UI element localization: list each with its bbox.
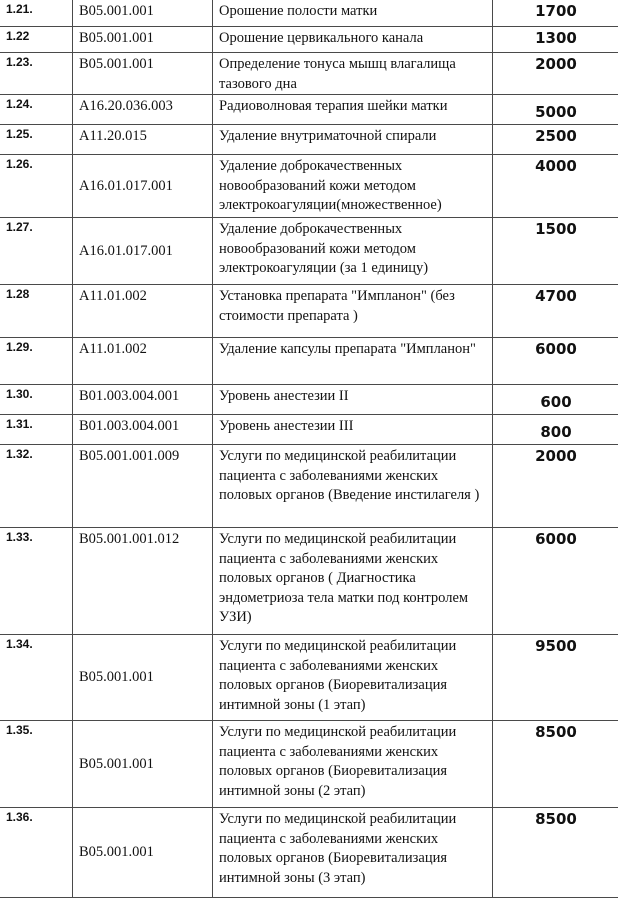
table-row	[0, 445, 618, 528]
service-name: Определение тонуса мышц влагалища тазового дна	[213, 53, 493, 95]
table-row	[0, 385, 618, 415]
service-name: Уровень анестезии III	[213, 415, 493, 445]
row-number: 1.34.	[0, 635, 73, 721]
row-number: 1.35.	[0, 721, 73, 808]
service-name: Удаление внутриматочной спирали	[213, 125, 493, 155]
row-number: 1.33.	[0, 528, 73, 635]
service-code: A16.01.017.001	[73, 155, 213, 218]
service-code: A11.20.015	[73, 125, 213, 155]
service-name: Удаление доброкачественных новообразований кожи методом электрокоагуляции(множественное)	[213, 155, 493, 218]
service-name: Радиоволновая терапия шейки матки	[213, 95, 493, 125]
service-price: 8500	[493, 721, 618, 808]
service-name: Услуги по медицинской реабилитации пациента с заболеваниями женских половых органов (Биоревитализация интимной зоны (1 этап)	[213, 635, 493, 721]
service-name: Услуги по медицинской реабилитации пациента с заболеваниями женских половых органов (Биоревитализация интимной зоны (2 этап)	[213, 721, 493, 808]
service-price: 1300	[493, 27, 618, 53]
table-row	[0, 285, 618, 338]
row-number: 1.29.	[0, 338, 73, 385]
service-code: B05.001.001	[73, 27, 213, 53]
service-code: B05.001.001	[73, 808, 213, 898]
service-price: 2000	[493, 445, 618, 528]
table-row	[0, 635, 618, 721]
service-name: Услуги по медицинской реабилитации пациента с заболеваниями женских половых органов (Биоревитализация интимной зоны (3 этап)	[213, 808, 493, 898]
table-row	[0, 95, 618, 125]
row-number: 1.25.	[0, 125, 73, 155]
service-name: Орошение цервикального канала	[213, 27, 493, 53]
service-code: A16.01.017.001	[73, 218, 213, 285]
row-number: 1.31.	[0, 415, 73, 445]
row-number: 1.21.	[0, 0, 73, 27]
service-name: Уровень анестезии II	[213, 385, 493, 415]
service-code: B05.001.001	[73, 53, 213, 95]
service-code: B05.001.001.009	[73, 445, 213, 528]
service-code: B01.003.004.001	[73, 415, 213, 445]
service-name: Удаление доброкачественных новообразований кожи методом электрокоагуляции (за 1 единицу)	[213, 218, 493, 285]
service-code: A16.20.036.003	[73, 95, 213, 125]
service-price: 2000	[493, 53, 618, 95]
service-name: Услуги по медицинской реабилитации пациента с заболеваниями женских половых органов (Введение инстилагеля )	[213, 445, 493, 528]
table-row	[0, 155, 618, 218]
service-name: Услуги по медицинской реабилитации пациента с заболеваниями женских половых органов ( Диагностика эндометриоза тела матки под контролем УЗИ)	[213, 528, 493, 635]
service-price: 800	[493, 415, 618, 445]
service-code: A11.01.002	[73, 338, 213, 385]
service-code: B05.001.001	[73, 0, 213, 27]
service-price: 4700	[493, 285, 618, 338]
service-price: 5000	[493, 95, 618, 125]
row-number: 1.32.	[0, 445, 73, 528]
service-price: 6000	[493, 528, 618, 635]
table-row	[0, 808, 618, 898]
table-row	[0, 27, 618, 53]
service-code: A11.01.002	[73, 285, 213, 338]
table-row	[0, 721, 618, 808]
service-name: Орошение полости матки	[213, 0, 493, 27]
table-row	[0, 338, 618, 385]
service-code: B05.001.001	[73, 635, 213, 721]
row-number: 1.22	[0, 27, 73, 53]
service-price: 2500	[493, 125, 618, 155]
service-price: 6000	[493, 338, 618, 385]
service-name: Удаление капсулы препарата "Импланон"	[213, 338, 493, 385]
row-number: 1.26.	[0, 155, 73, 218]
table-row	[0, 125, 618, 155]
service-price: 9500	[493, 635, 618, 721]
row-number: 1.30.	[0, 385, 73, 415]
service-code: B05.001.001.012	[73, 528, 213, 635]
table-row	[0, 415, 618, 445]
service-price: 1700	[493, 0, 618, 27]
table-row	[0, 528, 618, 635]
row-number: 1.24.	[0, 95, 73, 125]
service-name: Установка препарата "Импланон" (без стоимости препарата )	[213, 285, 493, 338]
row-number: 1.36.	[0, 808, 73, 898]
service-code: B05.001.001	[73, 721, 213, 808]
service-price: 600	[493, 385, 618, 415]
service-price: 1500	[493, 218, 618, 285]
row-number: 1.28	[0, 285, 73, 338]
service-price: 8500	[493, 808, 618, 898]
service-code: B01.003.004.001	[73, 385, 213, 415]
row-number: 1.27.	[0, 218, 73, 285]
table-row	[0, 218, 618, 285]
table-row	[0, 0, 618, 27]
table-row	[0, 53, 618, 95]
service-price: 4000	[493, 155, 618, 218]
row-number: 1.23.	[0, 53, 73, 95]
